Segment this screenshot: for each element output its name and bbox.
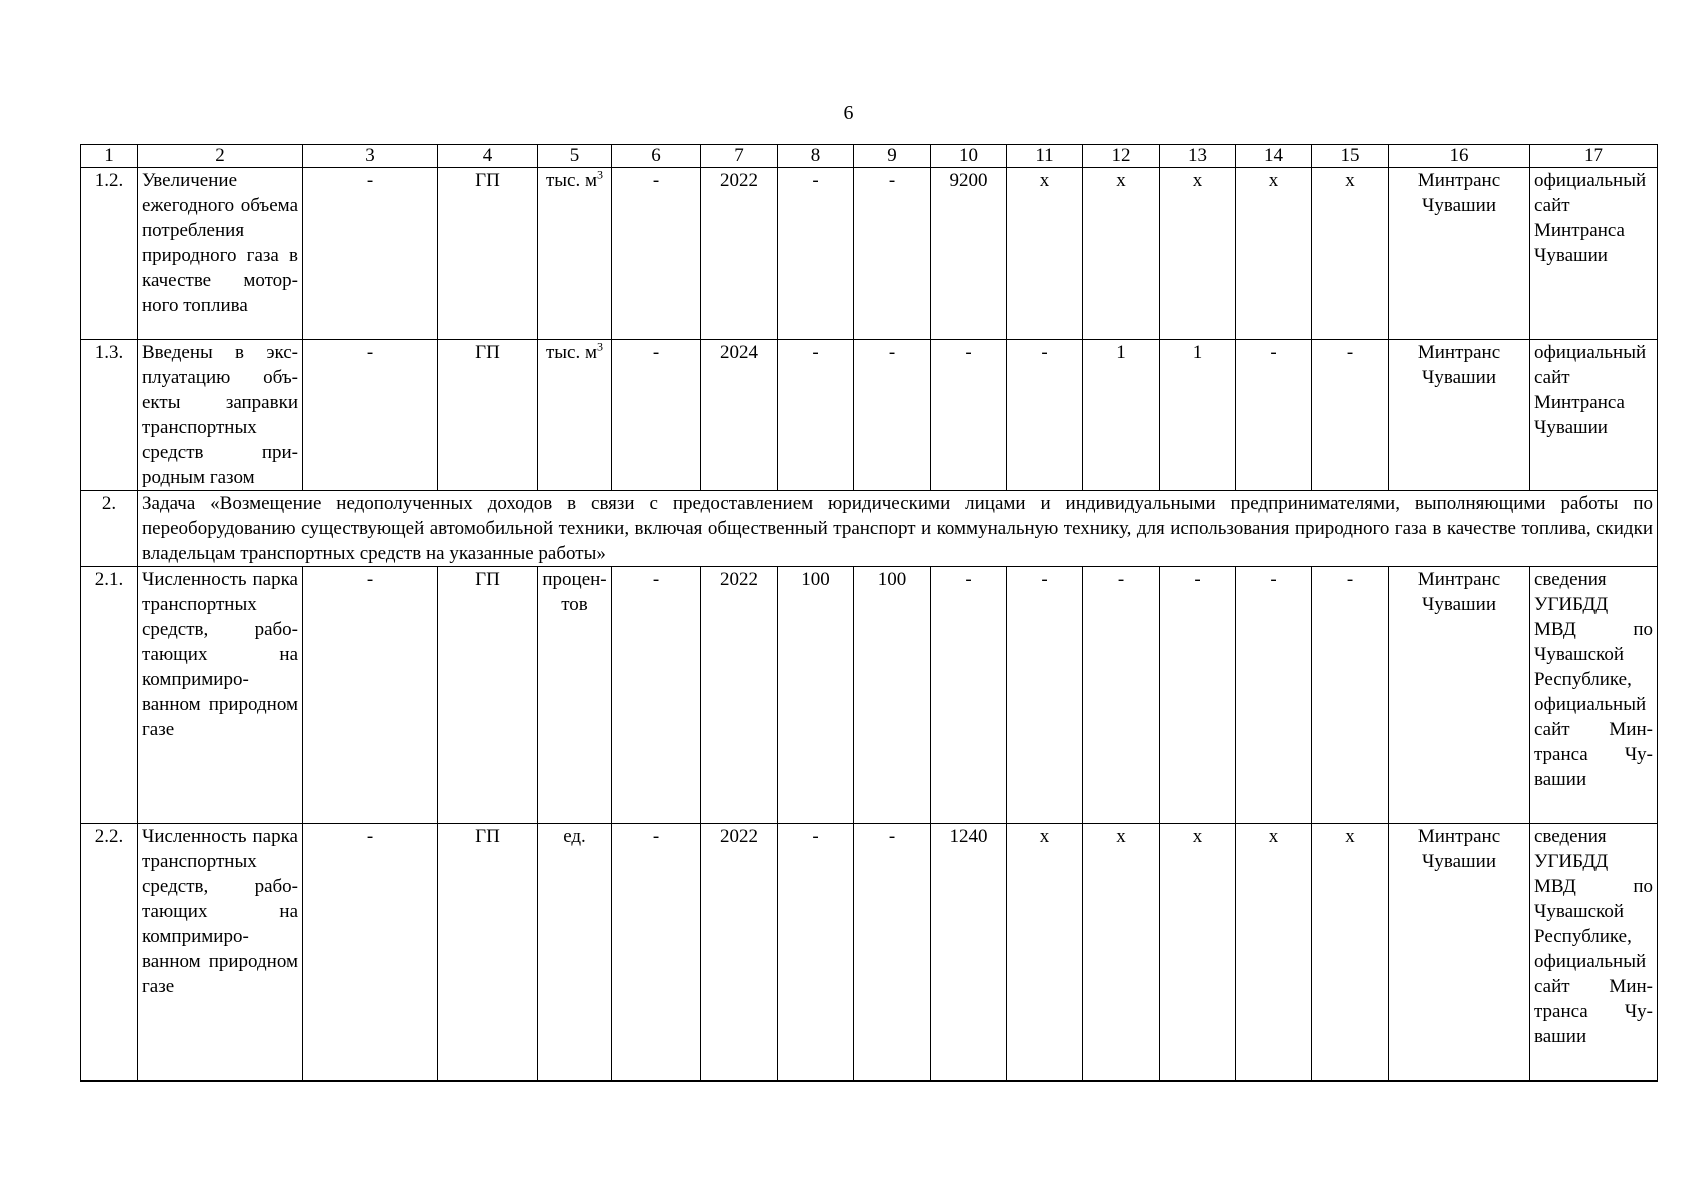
cell-col10: 1240 (931, 824, 1007, 1081)
cell-col6: - (612, 168, 701, 340)
cell-col14: - (1236, 340, 1312, 491)
source-cell: официальный сайт Минтранса Чувашии (1530, 168, 1658, 340)
cell-col3: - (303, 567, 438, 824)
unit-cell (538, 824, 612, 1081)
cell-col10: - (931, 340, 1007, 491)
responsible-cell: Минтранс Чувашии (1389, 567, 1530, 824)
cell-col15: - (1312, 340, 1389, 491)
cell-col4: ГП (438, 340, 538, 491)
row-number: 1.2. (81, 168, 138, 340)
cell-col4: ГП (438, 168, 538, 340)
unit-superscript: 3 (597, 339, 604, 354)
indicators-table (80, 144, 1658, 1082)
cell-col3: - (303, 168, 438, 340)
cell-col14: х (1236, 168, 1312, 340)
column-number: 9 (854, 145, 931, 168)
column-number: 17 (1530, 145, 1658, 168)
column-number: 13 (1160, 145, 1236, 168)
column-number: 6 (612, 145, 701, 168)
cell-col10: - (931, 567, 1007, 824)
cell-col14: - (1236, 567, 1312, 824)
cell-col11: - (1007, 340, 1083, 491)
cell-col7: 2022 (701, 567, 778, 824)
column-number: 1 (81, 145, 138, 168)
cell-col11: х (1007, 824, 1083, 1081)
column-number: 12 (1083, 145, 1160, 168)
task-row (81, 491, 1658, 567)
unit-cell (538, 567, 612, 824)
cell-col7: 2022 (701, 824, 778, 1081)
unit-cell (538, 340, 612, 491)
column-number: 7 (701, 145, 778, 168)
cell-col6: - (612, 824, 701, 1081)
column-number: 8 (778, 145, 854, 168)
cell-col13: - (1160, 567, 1236, 824)
page-number: 6 (843, 102, 854, 124)
cell-col9: - (854, 824, 931, 1081)
row-number: 2.1. (81, 567, 138, 824)
cell-col13: х (1160, 168, 1236, 340)
column-number: 10 (931, 145, 1007, 168)
cell-col9: 100 (854, 567, 931, 824)
row-number: 2.2. (81, 824, 138, 1081)
indicator-name: Введены в эксплуатацию объекты заправки транспортных средств природным газом (138, 340, 303, 491)
cell-col6: - (612, 567, 701, 824)
unit-text: тыс. м (545, 170, 598, 191)
unit-text: ед. (563, 826, 586, 847)
cell-col8: 100 (778, 567, 854, 824)
unit-text: тыс. м (545, 342, 598, 363)
cell-col13: х (1160, 824, 1236, 1081)
column-number: 4 (438, 145, 538, 168)
cell-col13: 1 (1160, 340, 1236, 491)
cell-col4: ГП (438, 824, 538, 1081)
cell-col6: - (612, 340, 701, 491)
table-row (81, 824, 1658, 1081)
column-number: 15 (1312, 145, 1389, 168)
cell-col12: х (1083, 824, 1160, 1081)
column-number: 14 (1236, 145, 1312, 168)
unit-superscript: 3 (597, 167, 604, 182)
cell-col11: х (1007, 168, 1083, 340)
source-cell: официальный сайт Минтранса Чувашии (1530, 340, 1658, 491)
responsible-cell: Минтранс Чувашии (1389, 168, 1530, 340)
indicator-name: Увеличение ежегодного объема потребления природного газа в качестве моторного топлива (138, 168, 303, 340)
column-number: 3 (303, 145, 438, 168)
cell-col15: х (1312, 168, 1389, 340)
column-number: 11 (1007, 145, 1083, 168)
table-row (81, 567, 1658, 824)
cell-col12: 1 (1083, 340, 1160, 491)
column-number-row (81, 145, 1658, 168)
cell-col15: - (1312, 567, 1389, 824)
cell-col7: 2022 (701, 168, 778, 340)
column-number: 2 (138, 145, 303, 168)
cell-col3: - (303, 340, 438, 491)
column-number: 5 (538, 145, 612, 168)
cell-col7: 2024 (701, 340, 778, 491)
responsible-cell: Минтранс Чувашии (1389, 824, 1530, 1081)
cell-col14: х (1236, 824, 1312, 1081)
source-cell: сведения УГИБДД МВД по Чувашской Республике, официальный сайт Минтранса Чувашии (1530, 824, 1658, 1081)
indicator-name: Численность парка транспортных средств, работающих на компримированном природном газе (138, 824, 303, 1081)
column-number: 16 (1389, 145, 1530, 168)
cell-col3: - (303, 824, 438, 1081)
source-cell: сведения УГИБДД МВД по Чувашской Республике, официальный сайт Минтранса Чувашии (1530, 567, 1658, 824)
cell-col8: - (778, 168, 854, 340)
cell-col12: - (1083, 567, 1160, 824)
task-number: 2. (81, 491, 138, 567)
table-row (81, 168, 1658, 340)
cell-col10: 9200 (931, 168, 1007, 340)
table-row (81, 340, 1658, 491)
cell-col4: ГП (438, 567, 538, 824)
cell-col11: - (1007, 567, 1083, 824)
responsible-cell: Минтранс Чувашии (1389, 340, 1530, 491)
unit-text: процентов (542, 569, 607, 615)
cell-col9: - (854, 168, 931, 340)
task-text: Задача «Возмещение недополученных доходов в связи с предоставлением юридическими лицами и индивидуальными предпринимателями, выполняющими работы по переоборудованию существующей автомобильной техники, включая общественный транспорт и коммунальную технику, для использования природного газа в качестве топлива, скидки владельцам транспортных средств на указанные работы» (138, 491, 1658, 567)
row-number: 1.3. (81, 340, 138, 491)
cell-col8: - (778, 340, 854, 491)
unit-cell (538, 168, 612, 340)
cell-col9: - (854, 340, 931, 491)
cell-col8: - (778, 824, 854, 1081)
cell-col15: х (1312, 824, 1389, 1081)
cell-col12: х (1083, 168, 1160, 340)
indicator-name: Численность парка транспортных средств, работающих на компримированном природном газе (138, 567, 303, 824)
